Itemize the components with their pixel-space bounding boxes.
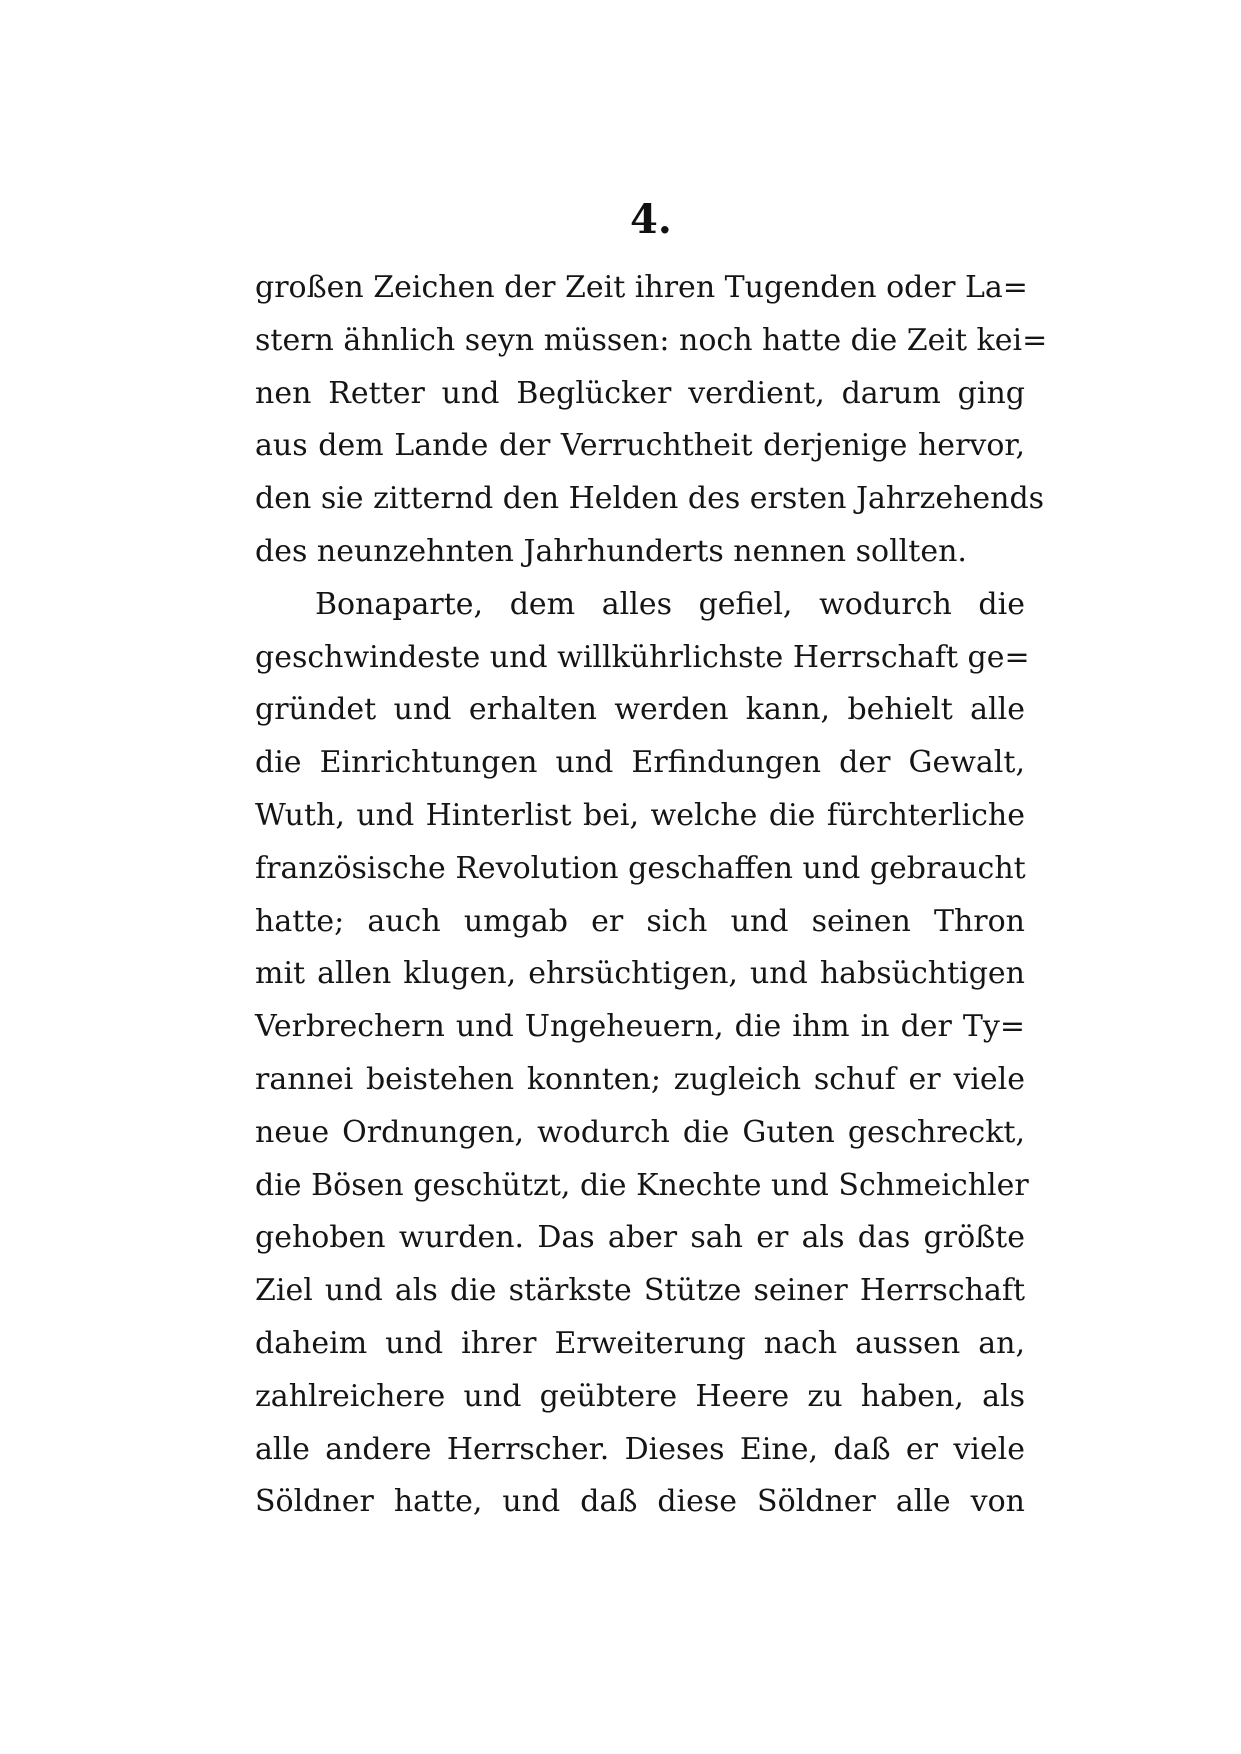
text-line: großen Zeichen der Zeit ihren Tugenden oder La= [255, 270, 1028, 305]
text-line: die Einrichtungen und Erfindungen der Gewalt, [255, 745, 1025, 781]
text-line: stern ähnlich seyn müssen: noch hatte die Zeit kei= [255, 322, 1048, 358]
text-line: des neunzehnten Jahrhunderts nennen sollten. [255, 533, 967, 569]
text-line: nen Retter und Beglücker verdient, darum ging [255, 375, 1025, 411]
body-text [255, 262, 1048, 1529]
text-line: Ziel und als die stärkste Stütze seiner Herrschaft [255, 1273, 1025, 1309]
text-line: Bonaparte, dem alles gefiel, wodurch die [315, 586, 1025, 622]
text-line: hatte; auch umgab er sich und seinen Thron [255, 903, 1025, 939]
text-line: zahlreichere und geübtere Heere zu haben, als [255, 1378, 1025, 1414]
text-line: die Bösen geschützt, die Knechte und Schmeichler [255, 1167, 1029, 1203]
text-line: daheim und ihrer Erweiterung nach aussen an, [255, 1325, 1025, 1361]
text-line: gehoben wurden. Das aber sah er als das größte [255, 1220, 1025, 1256]
text-line: geschwindeste und willkührlichste Herrschaft ge= [255, 639, 1030, 675]
text-line: den sie zitternd den Helden des ersten Jahrzehends [255, 481, 1045, 517]
text-line: Wuth, und Hinterlist bei, welche die fürchterliche [255, 797, 1025, 833]
text-line: mit allen klugen, ehrsüchtigen, und habsüchtigen [255, 956, 1025, 992]
text-line: rannei beistehen konnten; zugleich schuf er viele [255, 1061, 1025, 1097]
text-line: französische Revolution geschaffen und gebraucht [255, 850, 1026, 886]
page-number: 4. [630, 196, 672, 243]
text-line: aus dem Lande der Verruchtheit derjenige hervor, [255, 428, 1025, 464]
text-line: gründet und erhalten werden kann, behielt alle [255, 692, 1025, 728]
text-line: neue Ordnungen, wodurch die Guten geschreckt, [255, 1114, 1025, 1150]
text-line: Söldner hatte, und daß diese Söldner alle von [255, 1484, 1025, 1520]
text-line: Verbrechern und Ungeheuern, die ihm in der Ty= [255, 1009, 1025, 1045]
text-line: alle andere Herrscher. Dieses Eine, daß er viele [255, 1431, 1025, 1467]
